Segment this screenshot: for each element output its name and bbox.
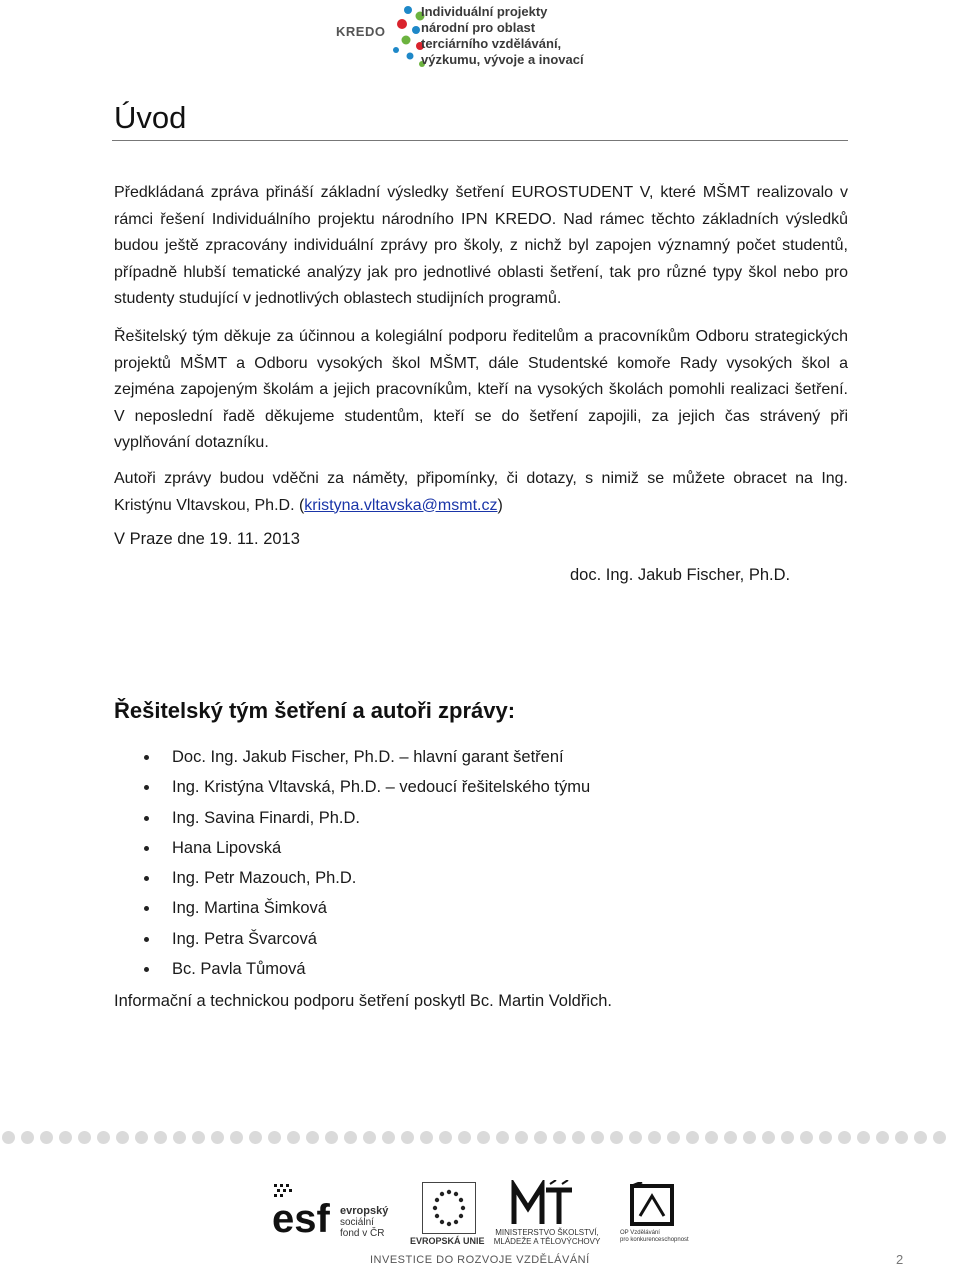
decorative-dot xyxy=(97,1131,110,1144)
list-item xyxy=(140,924,590,954)
decorative-dots-row xyxy=(0,1130,960,1146)
title-divider xyxy=(112,140,848,141)
decorative-dot xyxy=(591,1131,604,1144)
op-caption xyxy=(620,1230,700,1244)
decorative-dot xyxy=(477,1131,490,1144)
team-member: Hana Lipovská xyxy=(172,838,282,857)
contact-text: Autoři zprávy budou vděčni za náměty, připomínky, či dotazy, s nimiž se můžete obracet na Ing. Kristýnu Vltavskou, Ph.D. ( xyxy=(114,470,848,514)
list-item xyxy=(140,772,590,802)
bullet-icon xyxy=(144,785,149,790)
esf-line: evropský xyxy=(340,1205,389,1217)
team-list xyxy=(140,742,590,984)
msmt-caption xyxy=(482,1228,612,1246)
bullet-icon xyxy=(144,846,149,851)
decorative-dot xyxy=(249,1131,262,1144)
page-number: 2 xyxy=(896,1252,904,1267)
decorative-dot xyxy=(59,1131,72,1144)
list-item xyxy=(140,742,590,772)
msmt-logo-icon xyxy=(510,1180,576,1228)
decorative-dot xyxy=(572,1131,585,1144)
decorative-dot xyxy=(40,1131,53,1144)
date-line: V Praze dne 19. 11. 2013 xyxy=(114,530,300,548)
decorative-dot xyxy=(933,1131,946,1144)
support-line: Informační a technickou podporu šetření poskytl Bc. Martin Voldřich. xyxy=(114,992,612,1010)
decorative-dot xyxy=(781,1131,794,1144)
bullet-icon xyxy=(144,876,149,881)
contact-paragraph xyxy=(114,466,848,519)
decorative-dot xyxy=(230,1131,243,1144)
esf-logo-icon xyxy=(270,1180,330,1244)
decorative-dot xyxy=(534,1131,547,1144)
msmt-caption-line: MINISTERSTVO ŠKOLSTVÍ, xyxy=(495,1228,599,1237)
decorative-dot xyxy=(705,1131,718,1144)
kredo-wordmark: KREDO xyxy=(336,24,386,39)
page-title: Úvod xyxy=(114,100,187,135)
decorative-dot xyxy=(553,1131,566,1144)
email-link[interactable]: kristyna.vltavska@msmt.cz xyxy=(304,496,498,514)
esf-line: sociální xyxy=(340,1217,374,1228)
acknowledgement-paragraph: Řešitelský tým děkuje za účinnou a kolegiální podporu ředitelům a pracovníkům Odboru strategických projektů MŠMT a Odboru vysokých škol MŠMT, dále Studentské komoře Rady vysokých škol a zejména zapojeným školám a jejich pracovníkům, kteří na vysokých školách pomohli realizaci šetření. V neposlední řadě děkujeme studentům, kteří se do šetření zapojili, za jejich čas strávený při vyplňování dotazníku. xyxy=(114,328,848,451)
decorative-dot xyxy=(895,1131,908,1144)
list-item xyxy=(140,803,590,833)
decorative-dot xyxy=(192,1131,205,1144)
kredo-tagline xyxy=(421,4,584,68)
decorative-dot xyxy=(914,1131,927,1144)
team-member: Bc. Pavla Tůmová xyxy=(172,960,306,979)
decorative-dot xyxy=(268,1131,281,1144)
decorative-dot xyxy=(819,1131,832,1144)
team-member: Ing. Kristýna Vltavská, Ph.D. – vedoucí řešitelského týmu xyxy=(172,778,591,797)
decorative-dot xyxy=(857,1131,870,1144)
list-item xyxy=(140,893,590,923)
decorative-dot xyxy=(287,1131,300,1144)
decorative-dot xyxy=(154,1131,167,1144)
decorative-dot xyxy=(800,1131,813,1144)
decorative-dot xyxy=(344,1131,357,1144)
list-item xyxy=(140,833,590,863)
team-member: Ing. Savina Finardi, Ph.D. xyxy=(172,808,361,827)
kredo-tagline-line: terciárního vzdělávání, xyxy=(421,36,562,51)
bullet-icon xyxy=(144,906,149,911)
msmt-caption-line: MLÁDEŽE A TĚLOVÝCHOVY xyxy=(493,1237,601,1246)
eu-flag-icon xyxy=(422,1182,476,1234)
decorative-dot xyxy=(21,1131,34,1144)
decorative-dot xyxy=(648,1131,661,1144)
decorative-dot xyxy=(211,1131,224,1144)
kredo-tagline-line: Individuální projekty xyxy=(421,4,548,19)
decorative-dot xyxy=(610,1131,623,1144)
decorative-dot xyxy=(2,1131,15,1144)
esf-caption xyxy=(340,1206,388,1239)
decorative-dot xyxy=(116,1131,129,1144)
kredo-tagline-line: výzkumu, vývoje a inovací xyxy=(421,52,584,67)
bullet-icon xyxy=(144,967,149,972)
kredo-tagline-line: národní pro oblast xyxy=(421,20,536,35)
team-member: Ing. Petra Švarcová xyxy=(172,929,317,948)
decorative-dot xyxy=(762,1131,775,1144)
op-caption-line: OP Vzdělávání xyxy=(620,1230,660,1236)
intro-paragraph: Předkládaná zpráva přináší základní výsledky šetření EUROSTUDENT V, které MŠMT realizovalo v rámci řešení Individuálního projektu národního IPN KREDO. Nad rámec těchto základních výsledků budou ještě zpracovány individuální zprávy pro školy, z nichž byl zapojen významný počet studentů, případně hlubší tematické analýzy jak pro jednotlivé oblasti šetření, tak pro různé typy škol nebo pro studenty studující v jednotlivých oblastech studijních programů. xyxy=(114,184,848,307)
decorative-dot xyxy=(401,1131,414,1144)
esf-line: fond v ČR xyxy=(340,1228,385,1239)
decorative-dot xyxy=(173,1131,186,1144)
decorative-dot xyxy=(135,1131,148,1144)
decorative-dot xyxy=(743,1131,756,1144)
eu-caption: EVROPSKÁ UNIE xyxy=(410,1236,485,1246)
decorative-dot xyxy=(876,1131,889,1144)
decorative-dot xyxy=(420,1131,433,1144)
kredo-logo xyxy=(336,2,598,74)
decorative-dot xyxy=(439,1131,452,1144)
team-member: Doc. Ing. Jakub Fischer, Ph.D. – hlavní garant šetření xyxy=(172,748,564,766)
decorative-dot xyxy=(78,1131,91,1144)
svg-text:esf: esf xyxy=(272,1197,330,1241)
team-heading: Řešitelský tým šetření a autoři zprávy: xyxy=(114,698,516,723)
decorative-dot xyxy=(629,1131,642,1144)
bullet-icon xyxy=(144,937,149,942)
decorative-dot xyxy=(306,1131,319,1144)
contact-text-end: ) xyxy=(497,496,503,514)
decorative-dot xyxy=(458,1131,471,1144)
bullet-icon xyxy=(144,755,149,760)
signature: doc. Ing. Jakub Fischer, Ph.D. xyxy=(570,566,791,584)
investment-tagline: INVESTICE DO ROZVOJE VZDĚLÁVÁNÍ xyxy=(370,1254,590,1266)
decorative-dot xyxy=(686,1131,699,1144)
list-item xyxy=(140,863,590,893)
decorative-dot xyxy=(325,1131,338,1144)
team-member: Ing. Petr Mazouch, Ph.D. xyxy=(172,869,357,888)
decorative-dot xyxy=(382,1131,395,1144)
decorative-dot xyxy=(724,1131,737,1144)
decorative-dot xyxy=(496,1131,509,1144)
op-caption-line: pro konkurenceschopnost xyxy=(620,1237,689,1243)
decorative-dot xyxy=(838,1131,851,1144)
list-item xyxy=(140,954,590,984)
bullet-icon xyxy=(144,816,149,821)
op-logo-icon xyxy=(628,1182,676,1228)
team-member: Ing. Martina Šimková xyxy=(172,899,327,918)
decorative-dot xyxy=(515,1131,528,1144)
decorative-dot xyxy=(363,1131,376,1144)
decorative-dot xyxy=(667,1131,680,1144)
